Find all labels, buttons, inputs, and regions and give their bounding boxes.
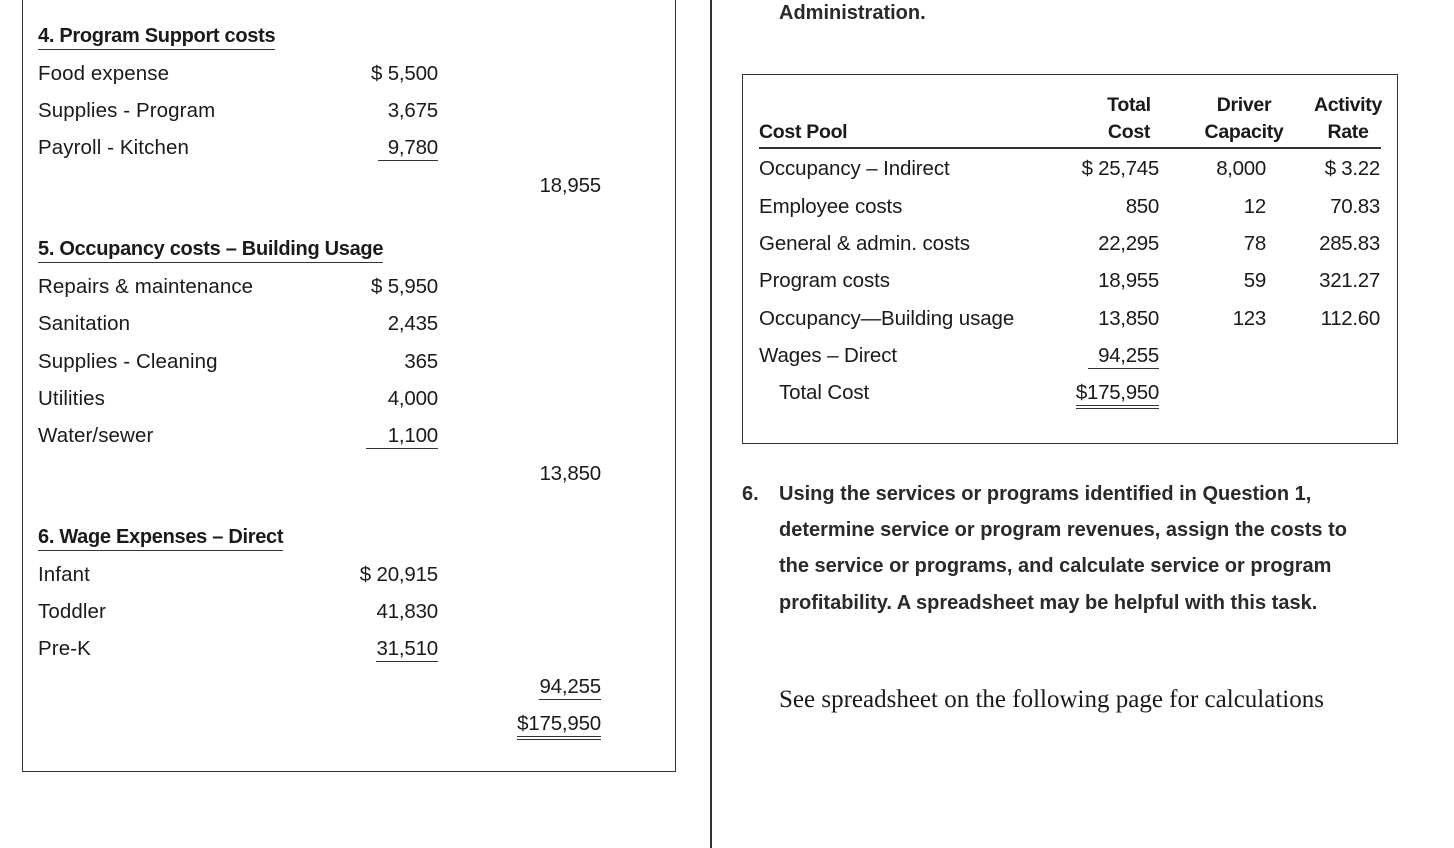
section-heading-wages: 6. Wage Expenses – Direct [38, 526, 283, 551]
continued-text: Administration. [779, 2, 926, 24]
row-label: Payroll - Kitchen [38, 136, 189, 159]
question-number: 6. [742, 483, 759, 505]
row-amount: $ 20,915 [359, 563, 438, 586]
cost-pool-name: Employee costs [759, 195, 903, 218]
question-line: determine service or program revenues, assign the costs to [779, 519, 1347, 541]
section-subtotal: 18,955 [539, 174, 601, 197]
section-subtotal: 13,850 [539, 462, 601, 485]
row-label: Pre-K [38, 637, 91, 660]
column-divider [710, 0, 712, 848]
total-cost-value: $175,950 [1076, 381, 1159, 409]
row-label: Repairs & maintenance [38, 275, 254, 298]
cost-pool-name: General & admin. costs [759, 232, 970, 255]
cost-pool-driver: 59 [1243, 269, 1266, 292]
total-cost-label: Total Cost [779, 381, 870, 404]
section-heading-program-support: 4. Program Support costs [38, 25, 275, 50]
section-heading-occupancy: 5. Occupancy costs – Building Usage [38, 238, 383, 263]
row-label: Supplies - Program [38, 99, 216, 122]
cost-pool-total: $ 25,745 [1081, 157, 1159, 180]
section-subtotal: 94,255 [539, 675, 601, 698]
row-label: Infant [38, 563, 90, 586]
header-total-2: Cost [1107, 121, 1151, 143]
cost-pool-name: Wages – Direct [759, 344, 897, 367]
question-line: the service or programs, and calculate service or program [779, 555, 1332, 577]
header-driver-2: Capacity [1204, 121, 1284, 143]
row-label: Supplies - Cleaning [38, 350, 218, 373]
cost-pool-rate: $ 3.22 [1324, 157, 1380, 180]
row-amount: $ 5,950 [371, 275, 438, 298]
grand-total: $175,950 [517, 712, 601, 740]
cost-pool-total: 18,955 [1098, 269, 1159, 292]
row-label: Toddler [38, 600, 106, 623]
cost-pool-total: 13,850 [1098, 307, 1159, 330]
cost-pool-driver: 78 [1243, 232, 1266, 255]
row-amount: 2,435 [387, 312, 438, 335]
question-line: Using the services or programs identified in Question 1, [779, 483, 1312, 505]
cost-pool-total: 94,255 [1088, 344, 1159, 369]
header-cost-pool: Cost Pool [759, 121, 848, 143]
cost-pool-name: Occupancy – Indirect [759, 157, 950, 180]
row-amount: 3,675 [387, 99, 438, 122]
cost-pool-name: Occupancy—Building usage [759, 307, 1015, 330]
header-rule [759, 147, 1381, 149]
cost-pool-total: 22,295 [1098, 232, 1159, 255]
question-line: profitability. A spreadsheet may be helpful with this task. [779, 592, 1318, 614]
header-rate-1: Activity [1313, 94, 1383, 116]
row-amount: $ 5,500 [371, 62, 438, 85]
cost-pool-rate: 285.83 [1319, 232, 1380, 255]
header-driver-1: Driver [1216, 94, 1272, 116]
header-total-1: Total [1107, 94, 1151, 116]
row-label: Sanitation [38, 312, 131, 335]
cost-pool-total: 850 [1125, 195, 1159, 218]
header-rate-2: Rate [1327, 121, 1369, 143]
row-amount: 1,100 [366, 424, 438, 449]
answer-note: See spreadsheet on the following page for calculations [779, 686, 1324, 713]
cost-pool-driver: 123 [1232, 307, 1266, 330]
cost-pool-rate: 321.27 [1319, 269, 1380, 292]
row-amount: 4,000 [387, 387, 438, 410]
row-amount: 41,830 [376, 600, 438, 623]
row-amount: 365 [404, 350, 438, 373]
row-label: Water/sewer [38, 424, 154, 447]
row-label: Utilities [38, 387, 105, 410]
cost-pool-driver: 12 [1243, 195, 1266, 218]
cost-pool-driver: 8,000 [1216, 157, 1266, 180]
cost-pool-rate: 112.60 [1320, 307, 1380, 330]
row-amount: 9,780 [378, 136, 438, 161]
cost-pool-name: Program costs [759, 269, 890, 292]
cost-pool-rate: 70.83 [1330, 195, 1380, 218]
row-label: Food expense [38, 62, 170, 85]
row-amount: 31,510 [376, 637, 438, 660]
